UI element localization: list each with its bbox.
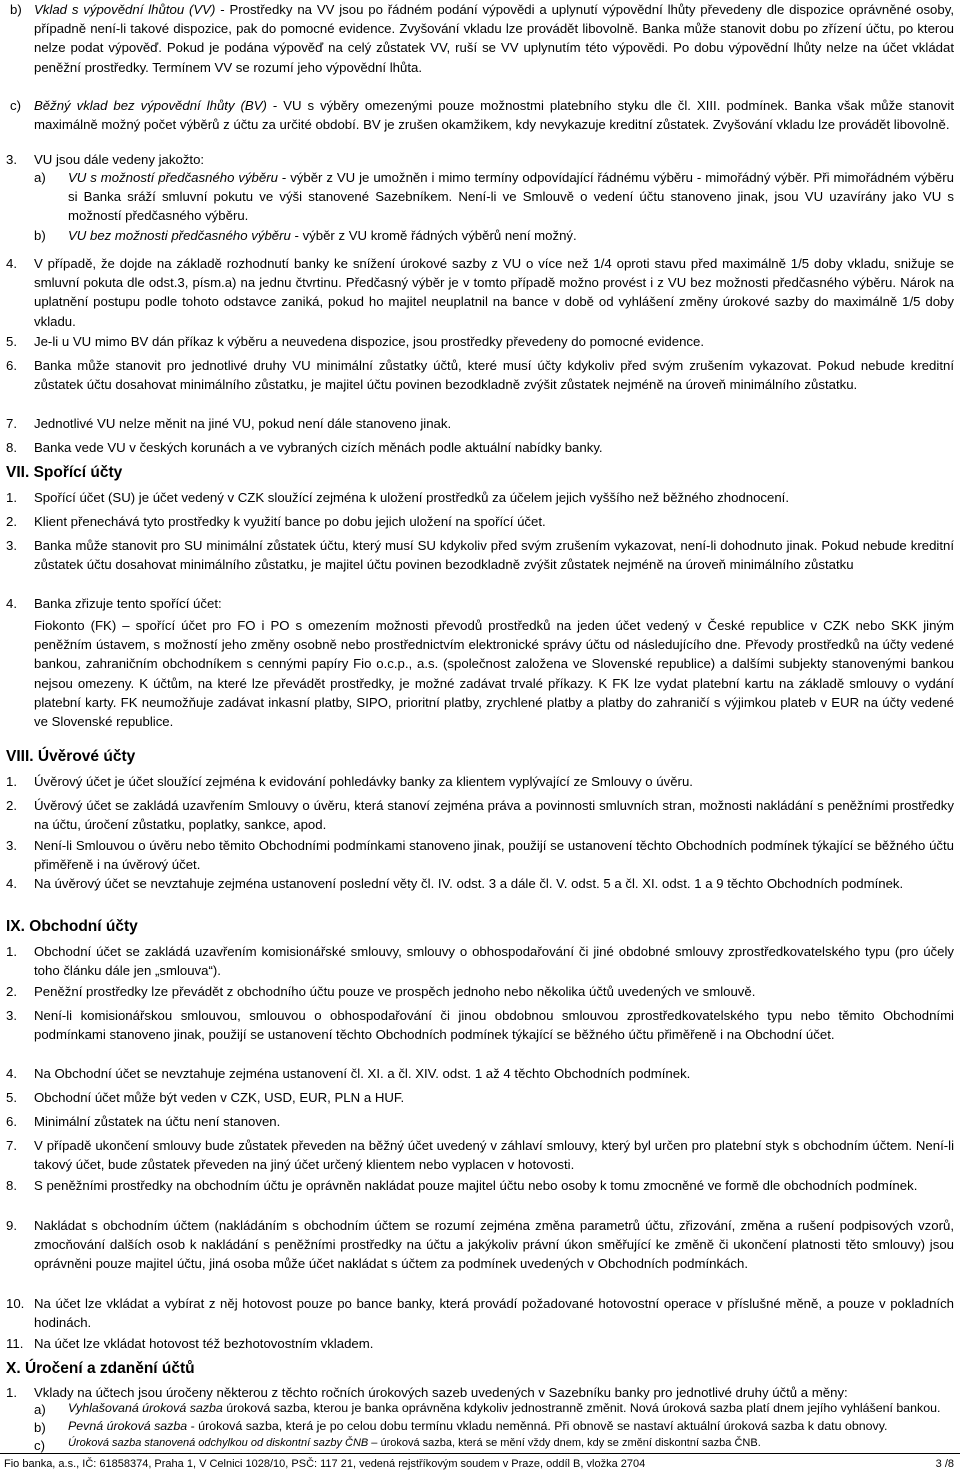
item-label: c) — [34, 1438, 45, 1453]
section-heading: IX. Obchodní účty — [6, 918, 138, 935]
item-number: 5. — [6, 1090, 17, 1105]
paragraph: Není-li komisionářskou smlouvou, smlouvou o obhospodařování či jinou obdobnou smlouvou zprostředkovatelského typu nebo těmito Obchodními podmínkami stanoveno jinak, použijí se ustanovení těchto Obchodních podmínek týkající se běžného účtu přiměřeně i na Obchodní účet. — [34, 1008, 954, 1043]
item-label: c) — [10, 98, 21, 113]
italic-term: Úroková sazba stanovená odchylkou od diskontní sazby ČNB — [68, 1437, 369, 1449]
paragraph: Jednotlivé VU nelze měnit na jiné VU, pokud není dále stanoveno jinak. — [34, 416, 452, 431]
item-number: 1. — [6, 774, 17, 789]
item-number: 11. — [6, 1336, 24, 1351]
item-label: a) — [34, 1402, 46, 1417]
paragraph: Minimální zůstatek na účtu není stanoven. — [34, 1114, 281, 1129]
paragraph: Obchodní účet se zakládá uzavřením komisionářské smlouvy, smlouvy o obhospodařování či jiné obdobné smlouvy zprostředkovatelského typu (pro účely toho článku dále jen „smlouva“). — [34, 944, 954, 979]
item-number: 2. — [6, 984, 17, 999]
item-number: 7. — [6, 1138, 17, 1153]
paragraph: Běžný vklad bez výpovědní lhůty (BV) - VU s výběry omezenými pouze možnostmi platebního styku dle čl. XIII. podmínek. Banka však může stanovit maximálně možný počet výběrů z účtu za určité období. BV je zrušen okamžikem, kdy nevykazuje kreditní zůstatek. Zvyšování vkladu lze provádět libovolně. — [34, 98, 954, 133]
italic-term: VU s možností předčasného výběru — [68, 170, 278, 185]
section-heading: X. Úročení a zdanění účtů — [6, 1360, 195, 1377]
item-label: b) — [34, 228, 46, 243]
paragraph: V případě, že dojde na základě rozhodnutí banky ke snížení úrokové sazby z VU o více než 1/4 oproti stavu před maximálně 1/5 doby vkladu, snižuje se smluvní pokuta dle odst.3, písm.a) na jednu čtvrtinu. Předčasný výběr je v tomto případě možno provést i z VU bez možnosti předčasného výběru. Nárok na uplatnění postupu podle tohoto odstavce zaniká, pokud ho majitel neuplatnil na bance v době od vyhlášení změny úrokové sazby do maximálně 1/5 doby vkladu. — [34, 256, 954, 329]
paragraph: Banka vede VU v českých korunách a ve vybraných cizích měnách podle aktuální nabídky banky. — [34, 440, 603, 455]
item-number: 1. — [6, 490, 17, 505]
paragraph: S peněžními prostředky na obchodním účtu je oprávněn nakládat pouze majitel účtu nebo osoby k tomu zmocněné ve formě dle obchodních podmínek. — [34, 1178, 918, 1193]
paragraph: V případě ukončení smlouvy bude zůstatek převeden na běžný účet uvedený v záhlaví smlouvy, který byl určen pro platební styk s obchodním účtem. Není-li takový účet, bude zůstatek převeden na jiný účet určený klientem nebo vyplacen v hotovosti. — [34, 1138, 954, 1173]
paragraph: Vklad s výpovědní lhůtou (VV) - Prostředky na VV jsou po řádném podání výpovědi a uplynutí výpovědní lhůty převedeny dle dispozice oprávněné osoby, případně není-li takové dispozice, pak do pomocné evidence. Zvyšování vkladu lze provádět libovolně. Banka může stanovit dobu po zřízení účtu, po kterou nelze podat výpověď. Pokud je podána výpověď na celý zůstatek VV, ruší se VV uplynutím této výpovědi. Po dobu výpovědní lhůty nelze na účet vkládat peněžní prostředky. Termínem VV se rozumí jeho výpovědní lhůta. — [34, 2, 954, 75]
item-number: 4. — [6, 596, 17, 611]
paragraph: Klient přenechává tyto prostředky k využití bance po dobu jejich uložení na spořící účet. — [34, 514, 546, 529]
item-number: 8. — [6, 1178, 17, 1193]
item-number: 10. — [6, 1296, 25, 1311]
item-number: 6. — [6, 358, 17, 373]
item-number: 4. — [6, 256, 17, 271]
section-heading: VII. Spořící účty — [6, 464, 123, 481]
italic-term: Pevná úroková sazba — [68, 1419, 188, 1433]
item-number: 2. — [6, 798, 17, 813]
paragraph: Nakládat s obchodním účtem (nakládáním s obchodním účtem se rozumí zejména změna parametrů účtu, zřizování, změna a rušení podpisových vzorů, zmocňování dalších osob k nakládání s peněžními prostředky na účtu a jakýkoliv právní úkon směřující ke změně či ukončení platnosti těto smlouvy) jsou oprávněni pouze majitel účtu, jiná osoba může účet nakládat s účtem za podmínek uvedených v Obchodních podmínkách. — [34, 1218, 954, 1272]
italic-term: Běžný vklad bez výpovědní lhůty (BV) — [34, 98, 267, 113]
footer-text: Fio banka, a.s., IČ: 61858374, Praha 1, V Celnici 1028/10, PSČ: 117 21, vedená rejstříkovým soudem v Praze, oddíl B, vložka 2704 — [4, 1458, 646, 1470]
paragraph: Na účet lze vkládat hotovost též bezhotovostním vkladem. — [34, 1336, 374, 1351]
item-number: 3. — [6, 1008, 17, 1023]
paragraph: Vyhlašovaná úroková sazba úroková sazba, kterou je banka oprávněna kdykoliv jednostranně změnit. Nová úroková sazba platí dnem jejího vyhlášení bankou. — [68, 1401, 941, 1415]
paragraph: Banka může stanovit pro jednotlivé druhy VU minimální zůstatky účtů, které musí účty kdykoliv před svým zrušením vykazovat. Pokud nebude kreditní zůstatek účtu dosahovat minimálního zůstatku, je majitel účtu povinen bezodkladně zvýšit zůstatek nejméně na úroveň minimálního zůstatku. — [34, 358, 954, 393]
paragraph: Pevná úroková sazba - úroková sazba, která je po celou dobu termínu vkladu neměnná. Při obnově se nastaví aktuální úroková sazba k datu obnovy. — [68, 1419, 888, 1433]
paragraph: Úroková sazba stanovená odchylkou od diskontní sazby ČNB – úroková sazba, která se mění vždy dnem, kdy se změní diskontní sazba ČNB. — [68, 1437, 761, 1449]
paragraph: Spořící účet (SU) je účet vedený v CZK sloužící zejména k uložení prostředků za účelem jejich vyššího než běžného zhodnocení. — [34, 490, 789, 505]
paragraph: Na Obchodní účet se nevztahuje zejména ustanovení čl. XI. a čl. XIV. odst. 1 až 4 těchto Obchodních podmínek. — [34, 1066, 691, 1081]
item-number: 3. — [6, 152, 17, 167]
item-number: 1. — [6, 944, 17, 959]
item-number: 4. — [6, 876, 17, 891]
paragraph-fiokonto: Fiokonto (FK) – spořící účet pro FO i PO s omezením možnosti převodů prostředků na jeden účet vedený v České republice v CZK nebo SKK jiným peněžním ústavem, s možností jeho změny osobně nebo prostřednictvím elektronické správy účtu od následujícího dne. Převody prostředků na účty vedené bankou, zahraničním obchodníkem s cennými papíry Fio o.c.p., a.s. (společnost založena ve Slovenské republice) a dalšími subjekty stanovenými bankou nejsou omezeny. K účtům, na které lze převádět prostředky, je možné zadávat trvalé příkazy. K FK lze vydat platební kartu na základě smlouvy o vydání platební karty. FK neumožňuje zadávat inkasní platby, SIPO, prioritní platby, zrychlené platby a platby do zahraničí s výjimkou plateb v EUR na účty vedené ve Slovenské republice. — [34, 618, 954, 730]
paragraph: Vklady na účtech jsou úročeny některou z těchto ročních úrokových sazeb uvedených v Sazebníku banky pro jednotlivé druhy účtů a měny: — [34, 1385, 848, 1400]
paragraph: Na účet lze vkládat a vybírat z něj hotovost pouze po bance banky, která provádí požadované hotovostní operace v příslušné měně, a pouze v pokladních hodinách. — [34, 1296, 954, 1331]
paragraph: VU s možností předčasného výběru - výběr z VU je umožněn i mimo termíny odpovídající řádnému výběru - mimořádný výběr. Při mimořádném výběru si Banka sráží smluvní pokutu ve výši stanovené Sazebníkem. Není-li ve Smlouvě o vedení účtu stanoveno jinak, jsou VU uzavírány jako VU s možností předčasného výběru. — [68, 170, 954, 224]
item-label: b) — [34, 1420, 46, 1435]
footer-rule — [0, 1453, 960, 1454]
paragraph: Je-li u VU mimo BV dán příkaz k výběru a neuvedena dispozice, jsou prostředky převedeny do pomocné evidence. — [34, 334, 704, 349]
item-number: 5. — [6, 334, 17, 349]
paragraph: Obchodní účet může být veden v CZK, USD, EUR, PLN a HUF. — [34, 1090, 405, 1105]
italic-term: Vklad s výpovědní lhůtou (VV) — [34, 2, 216, 17]
paragraph: VU jsou dále vedeny jakožto: — [34, 152, 205, 167]
item-number: 9. — [6, 1218, 17, 1233]
paragraph: Úvěrový účet se zakládá uzavřením Smlouvy o úvěru, která stanoví zejména práva a povinnosti smluvních stran, možnosti nakládání s peněžními prostředky na účtu, úročení zůstatku, poplatky, sankce, apod. — [34, 798, 954, 833]
paragraph: Banka může stanovit pro SU minimální zůstatek účtu, který musí SU kdykoliv před svým zrušením vykazovat, není-li dohodnuto jinak. Pokud nebude kreditní zůstatek účtu dosahovat minimálního zůstatku, je majitel účtu povinen bezodkladně zvýšit zůstatek nejméně na úroveň minimálního zůstatku — [34, 538, 954, 573]
paragraph: Není-li Smlouvou o úvěru nebo těmito Obchodními podmínkami stanoveno jinak, použijí se ustanovení těchto Obchodních podmínek týkající se běžného účtu přiměřeně i na úvěrový účet. — [34, 838, 954, 873]
item-label: a) — [34, 170, 46, 185]
item-number: 6. — [6, 1114, 17, 1129]
item-number: 8. — [6, 440, 17, 455]
item-number: 3. — [6, 538, 17, 553]
paragraph: Peněžní prostředky lze převádět z obchodního účtu pouze ve prospěch jednoho nebo několika účtů uvedených ve smlouvě. — [34, 984, 756, 999]
italic-term: Vyhlašovaná úroková sazba — [68, 1401, 223, 1415]
item-number: 4. — [6, 1066, 17, 1081]
item-number: 7. — [6, 416, 17, 431]
italic-term: VU bez možnosti předčasného výběru — [68, 228, 291, 243]
section-heading: VIII. Úvěrové účty — [6, 748, 136, 765]
item-number: 1. — [6, 1385, 17, 1400]
paragraph: VU bez možnosti předčasného výběru - výběr z VU kromě řádných výběrů není možný. — [68, 228, 577, 243]
paragraph: Na úvěrový účet se nevztahuje zejména ustanovení poslední věty čl. IV. odst. 3 a dále čl. V. odst. 5 a čl. XI. odst. 1 a 9 těchto Obchodních podmínek. — [34, 876, 904, 891]
paragraph: Banka zřizuje tento spořící účet: — [34, 596, 222, 611]
paragraph: Úvěrový účet je účet sloužící zejména k evidování pohledávky banky za klientem vyplývající ze Smlouvy o úvěru. — [34, 774, 693, 789]
item-label: b) — [10, 2, 22, 17]
item-number: 2. — [6, 514, 17, 529]
item-number: 3. — [6, 838, 17, 853]
page-number: 3 /8 — [935, 1458, 954, 1470]
